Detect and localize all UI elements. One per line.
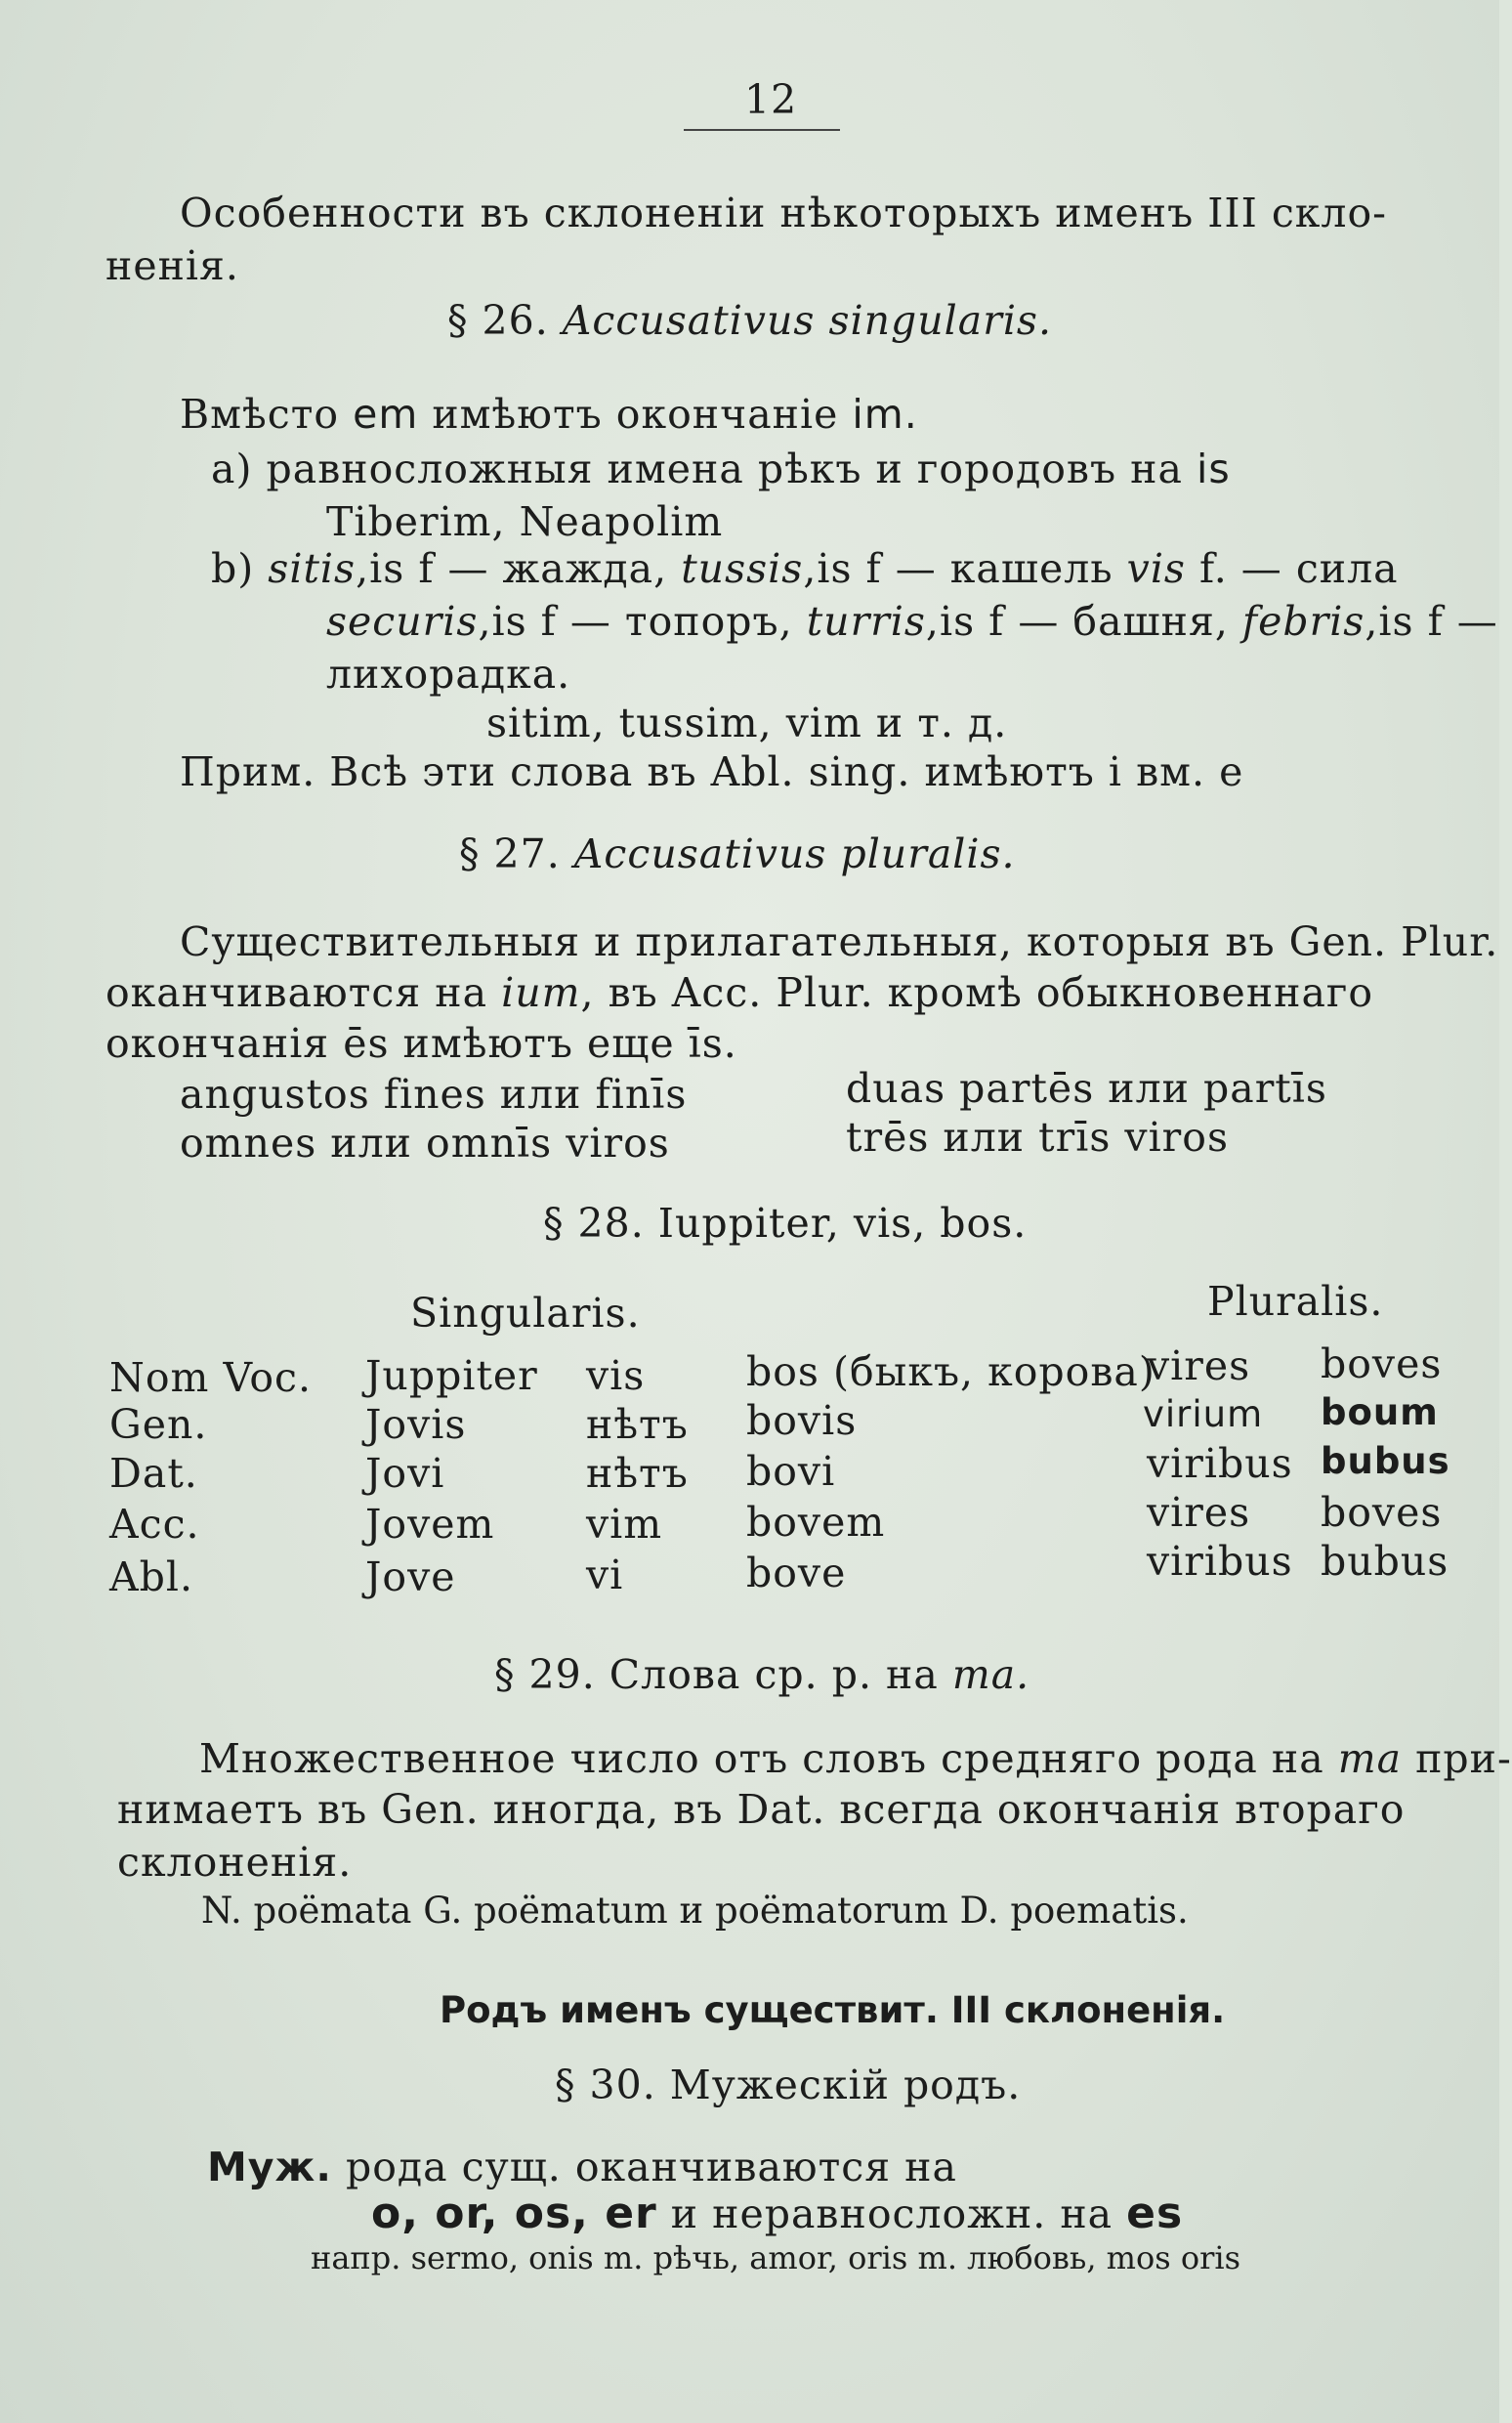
row-bos: bos (быкъ, корова) (746, 1348, 1155, 1395)
row-case: Gen. (109, 1401, 208, 1448)
section-26-title: Accusativus singularis. (562, 297, 1053, 344)
row-juppiter: Jovem (365, 1501, 495, 1548)
section-26-mark: § 26. (447, 297, 549, 344)
item-a-text: равносложныя имена рѣкъ и городовъ на (266, 446, 1183, 492)
line-1-text: рода сущ. оканчиваются на (345, 2144, 957, 2190)
gloss-febris: ,is f — (1365, 598, 1498, 645)
row-bos: bove (746, 1550, 847, 1596)
section-29-title: Слова ср. р. на (609, 1651, 939, 1698)
row-vis: vis (586, 1352, 646, 1399)
section-26-note: Прим. Всѣ эти слова въ Abl. sing. имѣютъ i вм. e (180, 748, 1244, 795)
item-b-line-3: лихорадка. (326, 651, 571, 698)
section-29-example: N. poëmata G. poëmatum и poëmatorum D. poematis. (201, 1890, 1189, 1932)
row-case: Nom Voc. (109, 1354, 312, 1401)
row-juppiter: Jovi (365, 1450, 445, 1497)
section-27-line-1: Существительныя и прилагательныя, которыя въ Gen. Plur. (180, 918, 1499, 965)
line-2-text: и неравносложн. на (670, 2190, 1113, 2237)
section-29-mark: § 29. (494, 1651, 596, 1698)
row-case: Dat. (109, 1450, 198, 1497)
example-2: duas partēs или partīs (846, 1065, 1327, 1112)
section-30-heading (555, 2060, 1021, 2110)
row-juppiter: Jove (365, 1553, 456, 1600)
example-1: angustos fines или finīs (180, 1071, 688, 1118)
pluralis-header: Pluralis. (1207, 1278, 1384, 1325)
word-tussis: tussis (681, 545, 804, 592)
item-a-examples: Tiberim, Neapolim (326, 498, 724, 545)
page-number: 12 (744, 76, 798, 123)
section-27-line-3: окончанія ēs имѣютъ еще īs. (105, 1020, 737, 1067)
row-bos: bovi (746, 1448, 836, 1495)
line-1-end: при- (1415, 1735, 1512, 1782)
section-26-heading (447, 295, 1052, 346)
row-vis: нѣтъ (586, 1450, 689, 1497)
word-febris: febris (1241, 598, 1365, 645)
line-1-start: Множественное число отъ словъ средняго рода на (199, 1735, 1324, 1782)
singularis-header: Singularis. (410, 1290, 641, 1337)
ending-im: im. (852, 391, 918, 438)
header-rule (684, 129, 840, 131)
item-a (211, 444, 1231, 494)
ending-ium: ium (501, 969, 581, 1016)
section-28-heading (543, 1198, 1027, 1249)
section-29-line-3: склоненія. (117, 1839, 353, 1886)
row-plural-bos: boum (1321, 1391, 1439, 1433)
section-26-intro (180, 389, 918, 440)
section-30-example: напр. sermo, onis m. рѣчь, amor, oris m. любовь, mos oris (311, 2239, 1241, 2276)
gloss-tussis: ,is f — кашель (803, 545, 1113, 592)
intro-text: Вмѣсто (180, 391, 340, 438)
intro-line-2: ненія. (105, 242, 239, 289)
accusative-forms: sitim, tussim, vim и т. д. (486, 700, 1008, 746)
item-a-is: is (1196, 446, 1231, 492)
example-3: omnes или omnīs viros (180, 1120, 670, 1167)
row-plural-vis: vires (1147, 1342, 1251, 1389)
endings-list: o, or, os, er (371, 2189, 657, 2238)
row-plural-bos: boves (1321, 1489, 1443, 1536)
section-27-title: Accusativus pluralis. (573, 830, 1016, 877)
gloss-sitis: ,is f — жажда, (356, 545, 668, 592)
ending-ma: ma (1337, 1735, 1403, 1782)
row-plural-vis: viribus (1147, 1440, 1293, 1487)
line-2-end: , въ Acc. Plur. кромѣ обыкновеннаго (580, 969, 1374, 1016)
row-vis: нѣтъ (586, 1401, 689, 1448)
section-27-heading (459, 829, 1016, 879)
row-case: Acc. (109, 1501, 200, 1548)
section-29-heading (494, 1649, 1029, 1700)
section-29-title-em: ma. (951, 1651, 1030, 1698)
row-bos: bovis (746, 1397, 858, 1444)
row-plural-bos: bubus (1321, 1538, 1449, 1585)
item-b-label: b) (211, 545, 255, 592)
section-29-line-2: нимаетъ въ Gen. иногда, въ Dat. всегда окончанія втораго (117, 1786, 1406, 1833)
row-vis: vim (586, 1501, 663, 1548)
ending-es: es (1126, 2189, 1184, 2238)
row-case: Abl. (109, 1553, 193, 1600)
word-securis: securis (326, 598, 479, 645)
intro-line-1: Особенности въ склоненіи нѣкоторыхъ именъ III скло- (180, 190, 1388, 236)
section-27-mark: § 27. (459, 830, 561, 877)
section-28-mark: § 28. (543, 1200, 645, 1247)
row-plural-vis: viribus (1147, 1538, 1293, 1585)
example-4: trēs или trīs viros (846, 1114, 1230, 1161)
gender-heading: Родъ именъ существит. III склоненія. (440, 1989, 1226, 2031)
word-turris: turris (806, 598, 926, 645)
row-plural-vis: virium (1143, 1393, 1264, 1435)
row-vis: vi (586, 1552, 624, 1598)
section-30-line-2 (371, 2189, 1183, 2239)
line-2-start: оканчиваются на (105, 969, 488, 1016)
section-28-title: Iuppiter, vis, bos. (657, 1200, 1028, 1247)
gloss-securis: ,is f — топоръ, (478, 598, 793, 645)
item-b-line-1 (211, 543, 1399, 594)
row-plural-bos: bubus (1321, 1440, 1450, 1482)
section-30-line-1 (207, 2142, 957, 2192)
word-vis: vis (1126, 545, 1186, 592)
item-b-line-2 (326, 596, 1498, 647)
gloss-vis: f. — сила (1199, 545, 1399, 592)
masculine-abbr: Муж. (207, 2144, 332, 2190)
row-juppiter: Juppiter (365, 1352, 538, 1399)
intro-tail: имѣютъ окончаніе (432, 391, 839, 438)
row-juppiter: Jovis (365, 1401, 467, 1448)
row-bos: bovem (746, 1499, 886, 1546)
section-30-mark: § 30. (555, 2062, 656, 2108)
ending-em: em (353, 391, 419, 438)
item-a-label: a) (211, 446, 253, 492)
gloss-turris: ,is f — башня, (925, 598, 1229, 645)
word-sitis: sitis (268, 545, 357, 592)
row-plural-vis: vires (1147, 1489, 1251, 1536)
section-30-title: Мужескій родъ. (669, 2062, 1022, 2108)
section-27-line-2 (105, 967, 1373, 1018)
row-plural-bos: boves (1321, 1340, 1443, 1387)
section-29-line-1 (199, 1733, 1512, 1784)
